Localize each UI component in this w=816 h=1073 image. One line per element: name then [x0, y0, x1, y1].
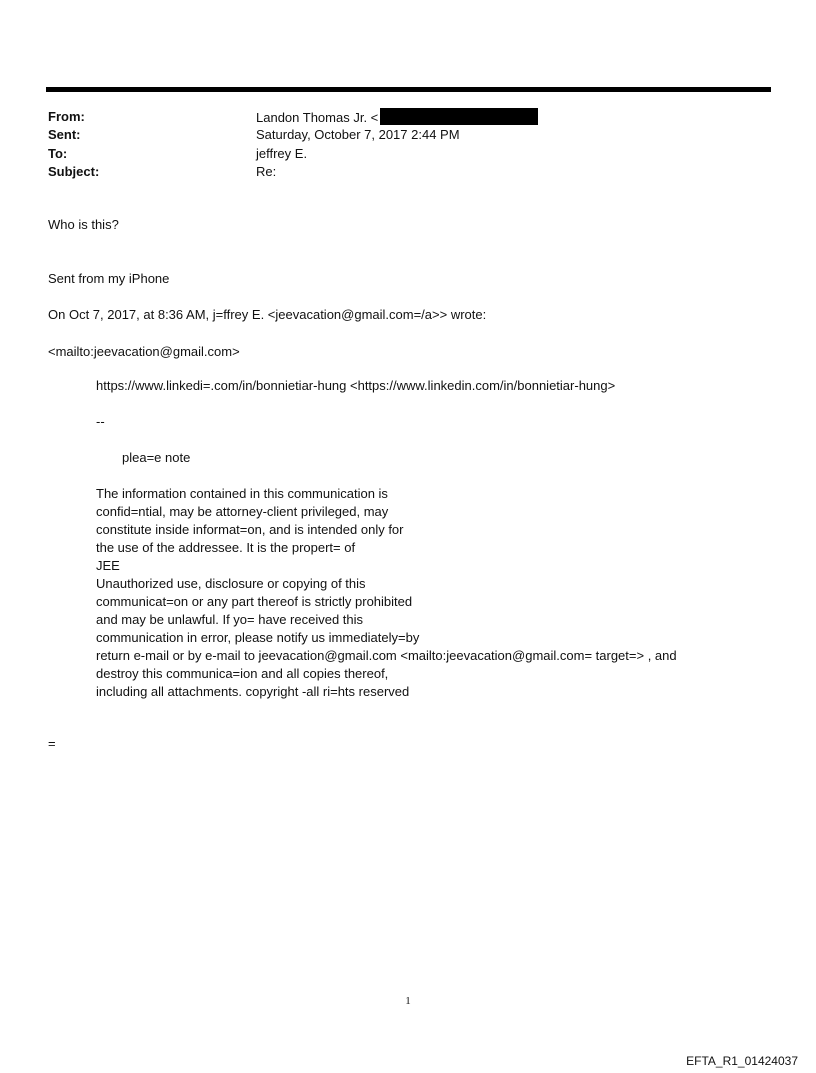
notice-line: communicat=on or any part thereof is strictly prohibited	[96, 594, 413, 609]
to-label: To:	[48, 146, 68, 161]
quote-intro: On Oct 7, 2017, at 8:36 AM, j=ffrey E. <jeevacation@gmail.com=/a>> wrote:	[48, 307, 487, 322]
body-signature: Sent from my iPhone	[48, 271, 170, 286]
notice-line: the use of the addressee. It is the propert= of	[96, 540, 356, 555]
dashes-line: --	[96, 414, 105, 429]
please-note-line: plea=e note	[122, 450, 191, 465]
notice-line: constitute inside informat=on, and is intended only for	[96, 522, 404, 537]
sent-label: Sent:	[48, 127, 81, 142]
from-label: From:	[48, 109, 85, 124]
notice-line: JEE	[96, 558, 120, 573]
subject-value: Re:	[256, 164, 277, 179]
sent-value: Saturday, October 7, 2017 2:44 PM	[256, 127, 460, 142]
from-name: Landon Thomas Jr. <	[256, 110, 379, 125]
to-value: jeffrey E.	[256, 146, 308, 161]
notice-line: confid=ntial, may be attorney-client privileged, may	[96, 504, 389, 519]
bates-number: EFTA_R1_01424037	[686, 1054, 798, 1068]
notice-line: Unauthorized use, disclosure or copying of this	[96, 576, 366, 591]
page-number: 1	[405, 995, 411, 1007]
notice-line: communication in error, please notify us immediately=by	[96, 630, 420, 645]
confidentiality-notice	[96, 485, 677, 701]
body-question: Who is this?	[48, 217, 119, 232]
header-rule	[46, 87, 771, 92]
subject-label: Subject:	[48, 164, 100, 179]
equals-line: =	[48, 736, 56, 751]
notice-line: and may be unlawful. If yo= have received this	[96, 612, 364, 627]
from-value	[256, 108, 538, 127]
redaction-block	[380, 108, 538, 125]
notice-line: including all attachments. copyright -all ri=hts reserved	[96, 684, 410, 699]
notice-line: return e-mail or by e-mail to jeevacation@gmail.com <mailto:jeevacation@gmail.com= target=> , and	[96, 648, 677, 663]
mailto-line: <mailto:jeevacation@gmail.com>	[48, 344, 240, 359]
notice-line: destroy this communica=ion and all copies thereof,	[96, 666, 389, 681]
linkedin-line: https://www.linkedi=.com/in/bonnietiar-hung <https://www.linkedin.com/in/bonnietiar-hung>	[96, 378, 616, 393]
notice-line: The information contained in this communication is	[96, 486, 388, 501]
